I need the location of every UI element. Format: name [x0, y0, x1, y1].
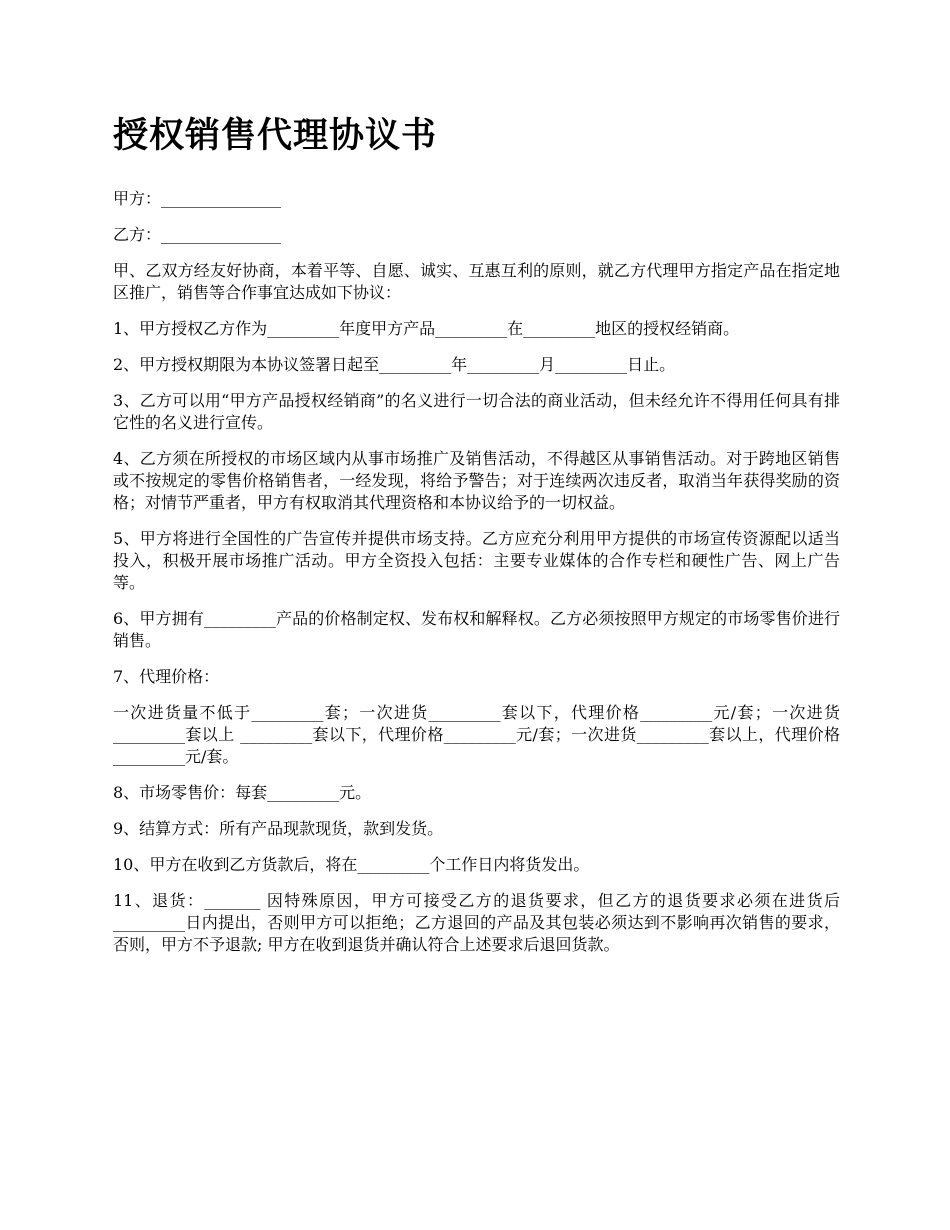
- party-b-line: 乙方：_______________: [113, 225, 282, 244]
- clause-3: 3、乙方可以用“甲方产品授权经销商”的名义进行一切合法的商业活动，但未经允许不得用任何具有排它性的名义进行宣传。: [113, 391, 840, 432]
- document-title: 授权销售代理协议书: [113, 116, 438, 156]
- clause-5: 5、甲方将进行全国性的广告宣传并提供市场支持。乙方应充分利用甲方提供的市场宣传资源配以适当投入，积极开展市场推广活动。甲方全资投入包括：主要专业媒体的合作专栏和硬性广告、网上广告等。: [113, 529, 840, 592]
- party-a-line: 甲方：_______________: [113, 189, 282, 208]
- clause-1: 1、甲方授权乙方作为_________年度甲方产品_________在_________地区的授权经销商。: [113, 319, 740, 338]
- clause-7-heading: 7、代理价格：: [113, 667, 220, 686]
- preamble-paragraph: 甲、乙双方经友好协商，本着平等、自愿、诚实、互惠互利的原则，就乙方代理甲方指定产品在指定地区推广，销售等合作事宜达成如下协议：: [113, 261, 840, 302]
- clause-11: 11、退货：_______ 因特殊原因，甲方可接受乙方的退货要求，但乙方的退货要求必须在进货后_________日内提出，否则甲方可以拒绝；乙方退回的产品及其包装必须达到不影响再次销售的要求，否则，甲方不予退款; 甲方在收到退货并确认符合上述要求后退回货款。: [113, 891, 840, 954]
- clause-9: 9、结算方式：所有产品现款现货，款到发货。: [113, 819, 444, 838]
- document-page: [113, 110, 840, 970]
- clause-10: 10、甲方在收到乙方货款后，将在_________个工作日内将货发出。: [113, 855, 590, 874]
- clause-4: 4、乙方须在所授权的市场区域内从事市场推广及销售活动，不得越区从事销售活动。对于跨地区销售或不按规定的零售价格销售者，一经发现，将给予警告；对于连续两次违反者，取消当年获得奖励的资格；对情节严重者，甲方有权取消其代理资格和本协议给予的一切权益。: [113, 449, 840, 512]
- clause-8: 8、市场零售价：每套_________元。: [113, 783, 372, 802]
- clause-6: 6、甲方拥有_________产品的价格制定权、发布权和解释权。乙方必须按照甲方规定的市场零售价进行销售。: [113, 609, 840, 650]
- clause-2: 2、甲方授权期限为本协议签署日起至_________年_________月_________日止。: [113, 355, 676, 374]
- clause-7-pricing: 一次进货量不低于_________套；一次进货_________套以下，代理价格_________元/套；一次进货_________套以上 _________套以下，代理价格_________元/套；一次进货_________套以上，代理价格_________元/套。: [113, 703, 840, 766]
